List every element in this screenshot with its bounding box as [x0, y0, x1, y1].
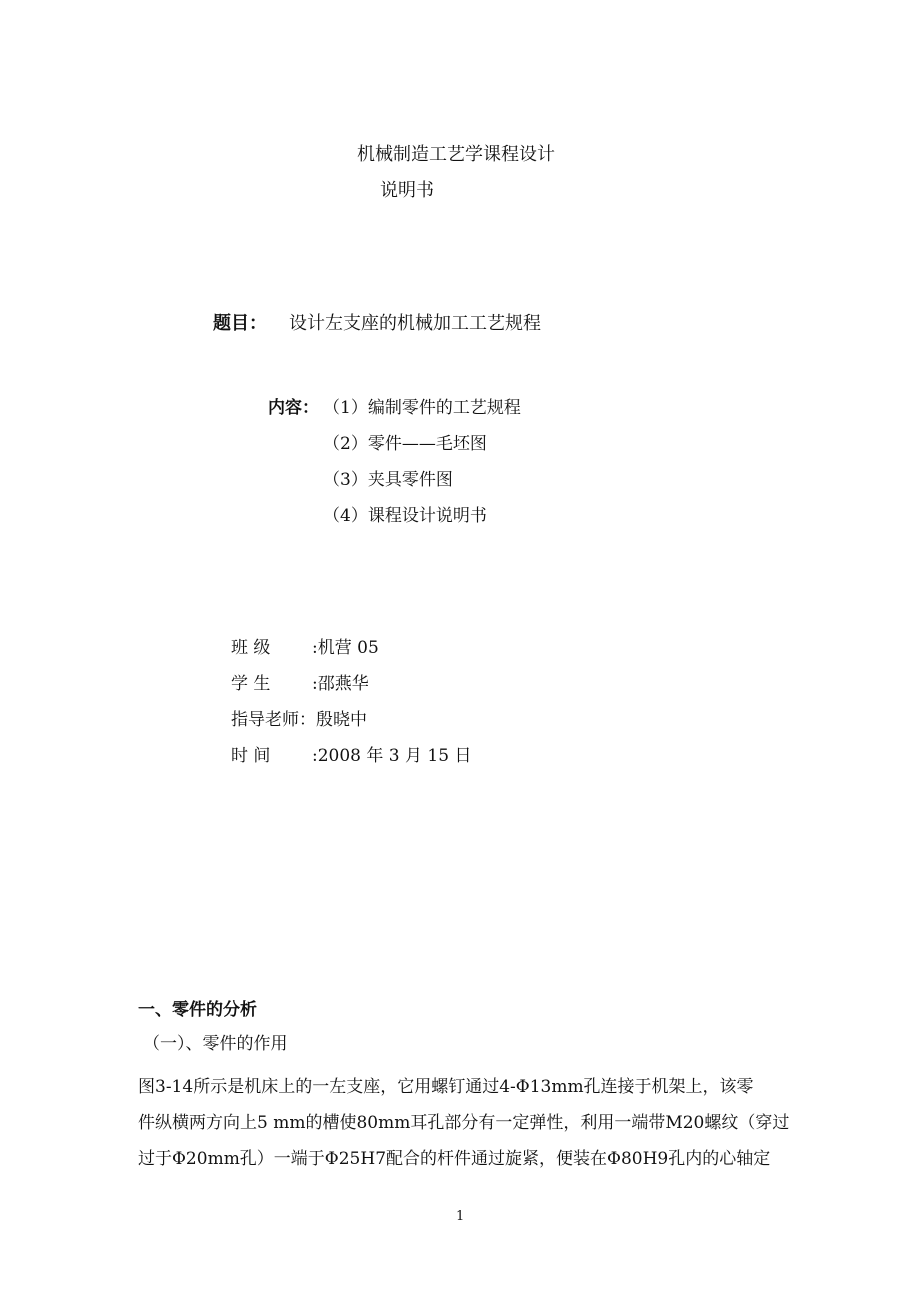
info-class-label: 班 级: [231, 638, 271, 658]
info-student-value: 邵燕华: [317, 674, 369, 694]
section-heading: 一、零件的分析: [138, 1000, 257, 1020]
info-student-label: 学 生: [231, 674, 271, 694]
content-item: （3）夹具零件图: [323, 470, 453, 490]
paragraph-line: 图3-14所示是机床上的一左支座，它用螺钉通过4-Φ13mm孔连接于机架上，该零: [138, 1077, 754, 1097]
paragraph-line: 件纵横两方向上5 mm的槽使80mm耳孔部分有一定弹性，利用一端带M20螺纹（穿过: [138, 1113, 790, 1133]
topic-label: 题目：: [213, 313, 267, 334]
content-item: （1）编制零件的工艺规程: [323, 398, 521, 418]
info-date-row: 时 间 :2008 年 3 月 15 日: [231, 746, 472, 766]
info-advisor-label: 指导老师：: [231, 710, 316, 730]
document-subtitle: 说明书: [380, 180, 434, 201]
info-student-row: 学 生 :邵燕华: [231, 674, 369, 694]
section-paragraph: [138, 1069, 798, 1177]
content-label: 内容：: [268, 398, 319, 418]
paragraph-line: 过于Φ20mm孔）一端于Φ25H7配合的杆件通过旋紧，便装在Φ80H9孔内的心轴定: [138, 1149, 771, 1169]
info-class-value: 机营 05: [317, 638, 379, 658]
page-number: 1: [456, 1209, 465, 1224]
info-class-row: 班 级 :机营 05: [231, 638, 379, 658]
info-advisor-value: 殷晓中: [316, 710, 367, 730]
info-date-label: 时 间: [231, 746, 271, 766]
section-subheading: （一）、零件的作用: [143, 1034, 288, 1054]
info-advisor-row: [231, 709, 367, 731]
content-item: （2）零件——毛坯图: [323, 434, 487, 454]
content-item: （4）课程设计说明书: [323, 506, 487, 526]
document-title: 机械制造工艺学课程设计: [357, 144, 555, 165]
info-date-value: 2008 年 3 月 15 日: [317, 746, 472, 766]
topic-value: 设计左支座的机械加工工艺规程: [289, 313, 541, 334]
